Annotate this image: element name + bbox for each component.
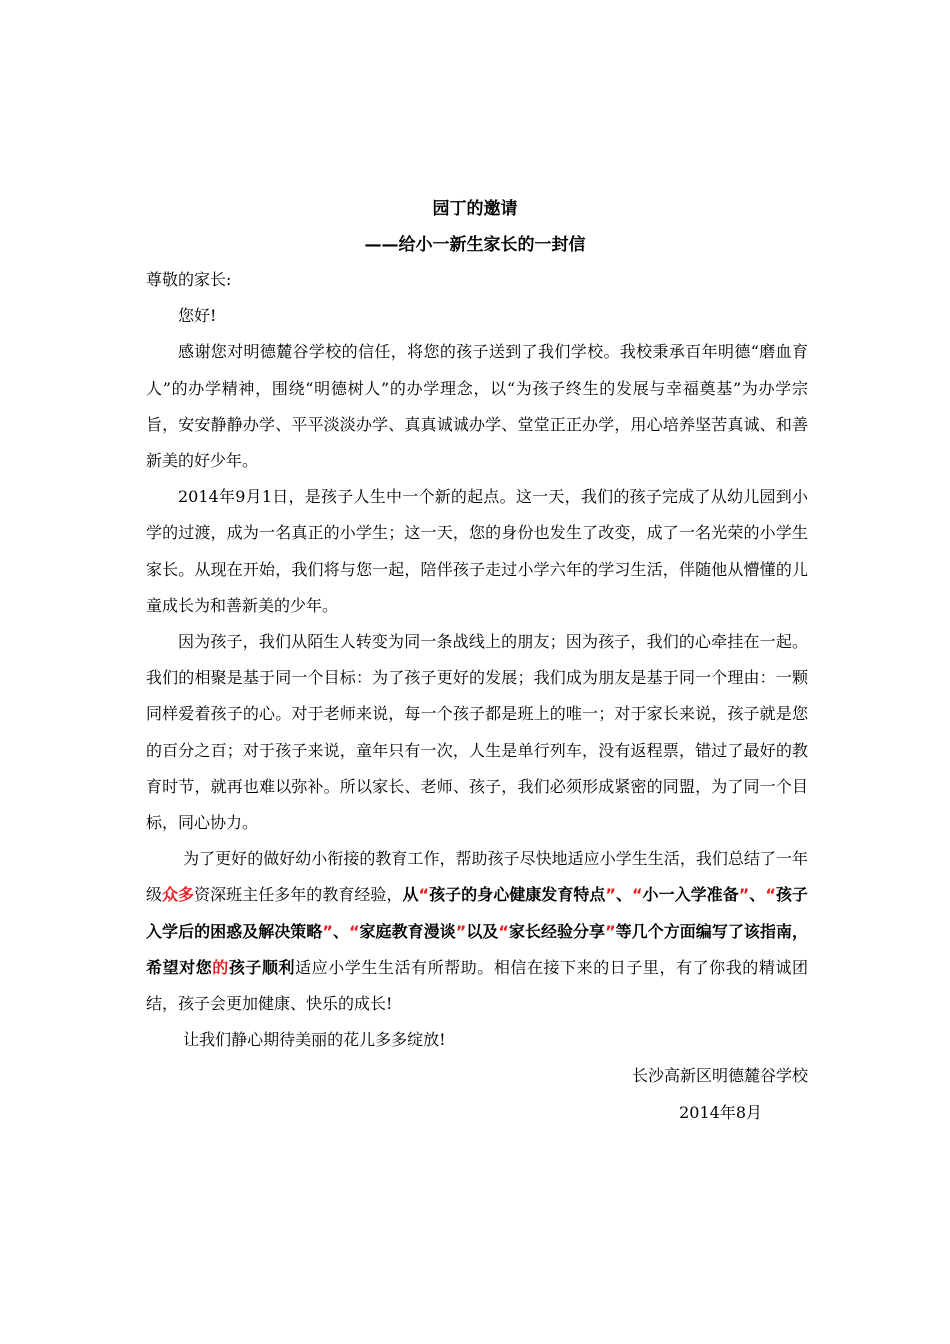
p4-quote-close-4: ” bbox=[455, 921, 467, 941]
p4-quote-close-3: ” bbox=[322, 921, 333, 941]
p4-quote-close-5: ” bbox=[605, 921, 616, 941]
p4-text-yiji: 以及 bbox=[466, 921, 499, 941]
p4-text-z: 孩子顺利 bbox=[228, 957, 296, 977]
letter-body bbox=[146, 262, 808, 1131]
paragraph-1: 感谢您对明德麓谷学校的信任，将您的孩子送到了我们学校。我校秉承百年明德“磨血育人”的办学精神，围绕“明德树人”的办学理念，以“为孩子终生的发展与幸福奠基”为办学宗旨，安安静静办学、平平淡淡办学、真真诚诚办学、堂堂正正办学，用心培养坚苦真诚、和善新美的好少年。 bbox=[146, 342, 808, 471]
paragraph-2: 2014年9月1日，是孩子人生中一个新的起点。这一天，我们的孩子完成了从幼儿园到小学的过渡，成为一名真正的小学生；这一天，您的身份也发生了改变，成了一名光荣的小学生家长。从现在开始，我们将与您一起，陪伴孩子走过小学六年的学习生活，伴随他从懵懂的儿童成长为和善新美的少年。 bbox=[146, 487, 808, 615]
p4-highlight-de: 的 bbox=[212, 957, 229, 977]
p4-sep-1: 、 bbox=[615, 885, 632, 905]
p4-text-cong: 从 bbox=[402, 885, 419, 905]
p4-text-a: 为了更好的做好幼小衔接的教育工作，帮助孩子尽快地适应小学生生活，我们总结了一年级 bbox=[146, 849, 808, 905]
p4-topic-5: 家长经验分享 bbox=[508, 921, 606, 941]
p4-sep-3: 、 bbox=[332, 921, 349, 941]
paragraph-3: 因为孩子，我们从陌生人转变为同一条战线上的朋友；因为孩子，我们的心牵挂在一起。我们的相聚是基于同一个目标：为了孩子更好的发展；我们成为朋友是基于同一个理由：一颗同样爱着孩子的心。对于老师来说，每一个孩子都是班上的唯一；对于家长来说，孩子就是您的百分之百；对于孩子来说，童年只有一次，人生是单行列车，没有返程票，错过了最好的教育时节，就再也难以弥补。所以家长、老师、孩子，我们必须形成紧密的同盟，为了同一个目标，同心协力。 bbox=[146, 632, 808, 833]
p4-quote-open-4: “ bbox=[348, 921, 360, 941]
p4-quote-open-3: “ bbox=[765, 885, 776, 905]
p4-sep-2: 、 bbox=[749, 885, 766, 905]
p4-text-c: 资深班主任多年的教育经验， bbox=[194, 885, 403, 905]
p4-text-x: 等几个方面编写了该指南，希望对您 bbox=[146, 921, 808, 977]
salutation: 尊敬的家长: bbox=[146, 270, 232, 289]
p4-quote-open-1: “ bbox=[418, 885, 430, 905]
paragraph-4 bbox=[146, 841, 808, 1022]
p4-highlight-zhongduo: 众多 bbox=[162, 885, 195, 905]
p4-quote-open-2: “ bbox=[632, 885, 643, 905]
closing-wish: 让我们静心期待美丽的花儿多多绽放! bbox=[183, 1030, 446, 1050]
p4-topic-4: 家庭教育漫谈 bbox=[359, 921, 456, 941]
signature: 长沙高新区明德麓谷学校 bbox=[631, 1066, 808, 1086]
letter-title: 园丁的邀请 bbox=[432, 199, 518, 219]
p4-text-end: 适应小学生生活有所帮助。相信在接下来的日子里，有了你我的精诚团结，孩子会更加健康、快乐的成长! bbox=[146, 957, 808, 1014]
p4-topic-2: 小一入学准备 bbox=[642, 885, 739, 905]
p4-quote-close-2: ” bbox=[738, 885, 750, 905]
p4-topic-3: 孩子入学后的困惑及解决策略 bbox=[146, 885, 808, 941]
letter-subtitle: ——给小一新生家长的一封信 bbox=[364, 235, 586, 255]
p4-topic-1: 孩子的身心健康发育特点 bbox=[429, 885, 606, 905]
letter-date: 2014年8月 bbox=[679, 1102, 762, 1122]
paragraph-5 bbox=[146, 1022, 808, 1058]
greeting: 您好! bbox=[178, 306, 217, 326]
p4-quote-close-1: ” bbox=[605, 885, 616, 905]
p4-quote-open-5: “ bbox=[498, 921, 509, 941]
